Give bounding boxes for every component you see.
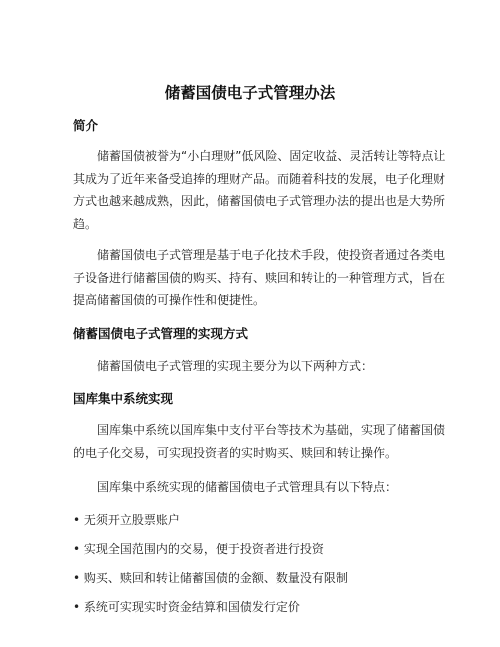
intro-paragraph-1 [73,145,446,235]
paragraph-line: 趋。 [73,216,98,231]
paragraph-line: 子设备进行储蓄国债的购买、持有、赎回和转让的一种管理方式，旨在 [73,270,446,285]
section-heading-intro: 简介 [73,118,99,133]
paragraph-line: 方式也越来越成熟，因此，储蓄国债电子式管理办法的提出也是大势所 [73,194,446,208]
paragraph-line: 储蓄国债电子式管理是基于电子化技术手段，使投资者通过各类电 [97,248,446,262]
document-title: 储蓄国债电子式管理办法 [164,84,336,102]
paragraph-line: 提高储蓄国债的可操作性和便捷性。 [73,293,266,307]
paragraph-line: 国库集中系统实现的储蓄国债电子式管理具有以下特点： [97,480,398,494]
paragraph-line: 国库集中系统以国库集中支付平台等技术为基础，实现了储蓄国债 [97,423,446,437]
intro-paragraph-2 [73,244,446,312]
bullet-item: • 实现全国范围内的交易，便于投资者进行投资 [73,541,324,556]
paragraph-line: 储蓄国债被誉为“小白理财”低风险、固定收益、灵活转让等特点让 [97,149,446,163]
section-heading-implementation: 储蓄国债电子式管理的实现方式 [73,325,249,341]
paragraph-line: 的电子化交易，可实现投资者的实时购买、赎回和转让操作。 [73,445,398,460]
bullet-item: • 购买、赎回和转让储蓄国债的金额、数量没有限制 [73,570,348,585]
paragraph-line: 其成为了近年来备受追捧的理财产品。而随着科技的发展，电子化理财 [73,171,446,186]
treasury-system-paragraph-2 [73,476,427,499]
bullet-item: • 系统可实现实时资金结算和国债发行定价 [73,599,300,614]
implementation-paragraph [73,355,427,378]
bullet-item: • 无须开立股票账户 [73,512,180,527]
treasury-system-paragraph-1 [73,419,446,464]
paragraph-line: 储蓄国债电子式管理的实现主要分为以下两种方式： [97,358,374,373]
subsection-heading-treasury-system: 国库集中系统实现 [73,391,174,406]
